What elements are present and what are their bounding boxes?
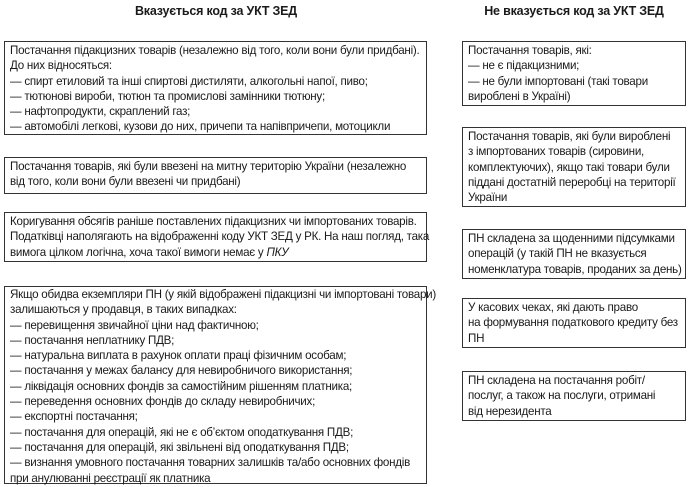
- daily-totals-line: ПН складена за щоденними підсумками: [468, 232, 675, 245]
- seller-case-item: — визнання умовного постачання товарних залишків та/або основних фондів: [10, 456, 411, 470]
- daily-totals-line: номенклатура товарів, проданих за день): [468, 262, 682, 276]
- tax-code-reference: ПКУ: [266, 245, 289, 259]
- services-line: від нерезидента: [468, 404, 552, 418]
- excise-item: — нафтопродукти, скраплений газ;: [10, 105, 191, 119]
- imported-line-1: Постачання товарів, які були ввезені на митну територію України (незалежно: [10, 160, 407, 173]
- seller-case-item: — ліквідація основних фондів за самостійним рішенням платника;: [10, 379, 352, 393]
- seller-case-item: — постачання для операцій, які не є об’єктом оподаткування ПДВ;: [10, 425, 354, 439]
- processed-line: України: [468, 191, 508, 205]
- services-box: [462, 371, 686, 421]
- cash-receipts-line: на формування податкового кредиту без: [468, 316, 678, 330]
- services-line: послуг, а також на послуги, отримані: [468, 389, 656, 403]
- seller-case-item: — натуральна виплата в рахунок оплати праці фізичним особам;: [10, 349, 347, 363]
- left-column-heading: Вказується код за УКТ ЗЕД: [134, 4, 297, 18]
- seller-case-item: — переведення основних фондів до складу невиробничих;: [10, 395, 316, 409]
- domestic-line: Постачання товарів, які:: [468, 44, 592, 57]
- right-column-heading: Не вказується код за УКТ ЗЕД: [484, 4, 664, 18]
- adjustment-line-3-text: вимога цілком логічна, хоча такої вимоги немає у: [10, 245, 264, 259]
- services-line: ПН складена на постачання робіт/: [468, 374, 645, 387]
- excise-item: — автомобілі легкові, кузови до них, причепи та напівпричепи, мотоцикли: [10, 120, 391, 134]
- seller-intro-line-1: Якщо обидва екземпляри ПН (у якій відображені підакцизні чи імпортовані товари): [10, 288, 437, 301]
- processed-line: Постачання товарів, які були вироблені: [468, 130, 671, 143]
- cash-receipts-line: ПН: [468, 331, 485, 345]
- imported-line-2: від того, коли вони були ввезені чи придбані): [10, 175, 241, 189]
- seller-case-item: — постачання у межах балансу для невиробничого використання;: [10, 364, 353, 378]
- processed-line: з імпортованих товарів (сировини,: [468, 145, 645, 159]
- adjustment-line-1: Коригування обсягів раніше поставлених підакцизних чи імпортованих товарів.: [10, 215, 417, 228]
- excise-intro-line-1: Постачання підакцизних товарів (незалежно від того, коли вони були придбані).: [10, 44, 420, 57]
- domestic-goods-box: [462, 41, 686, 106]
- excise-item: — спирт етиловий та інші спиртові дистиляти, алкогольні напої, пиво;: [10, 74, 368, 88]
- adjustment-line-2: Податківці наполягають на відображенні коду УКТ ЗЕД у РК. На наш погляд, така: [10, 230, 430, 244]
- adjustment-line-3: [10, 245, 421, 260]
- domestic-line: — не є підакцизними;: [468, 59, 580, 73]
- processed-line: комплектуючих), якщо такі товари були: [468, 160, 670, 174]
- imported-goods-box: [4, 157, 427, 194]
- domestic-line: вироблені в Україні): [468, 89, 571, 103]
- daily-totals-line: операцій (у такій ПН не вказується: [468, 247, 647, 261]
- seller-case-item: — експортні постачання;: [10, 410, 138, 424]
- processed-line: піддані достатній переробці на території: [468, 175, 676, 189]
- excise-intro-line-2: До них відносяться:: [10, 59, 112, 73]
- adjustment-box: [4, 212, 430, 262]
- daily-totals-box: [462, 229, 686, 279]
- seller-keeps-copies-box: [4, 286, 437, 485]
- excise-goods-box: [4, 41, 427, 135]
- seller-case-item-continuation: при анулюванні реєстрації як платника: [10, 471, 211, 485]
- cash-receipts-line: У касових чеках, які дають право: [468, 301, 638, 314]
- seller-case-item: — постачання неплатнику ПДВ;: [10, 333, 175, 347]
- cash-receipts-box: [462, 298, 686, 348]
- seller-case-item: — перевищення звичайної ціни над фактичною;: [10, 318, 259, 332]
- excise-item: — тютюнові вироби, тютюн та промислові замінники тютюну;: [10, 89, 325, 103]
- domestic-line: — не були імпортовані (такі товари: [468, 74, 648, 88]
- processed-imports-box: [462, 127, 686, 207]
- seller-case-item: — постачання для операцій, які звільнені від оподаткування ПДВ;: [10, 440, 349, 454]
- seller-intro-line-2: залишаються у продавця, в таких випадках:: [10, 303, 237, 317]
